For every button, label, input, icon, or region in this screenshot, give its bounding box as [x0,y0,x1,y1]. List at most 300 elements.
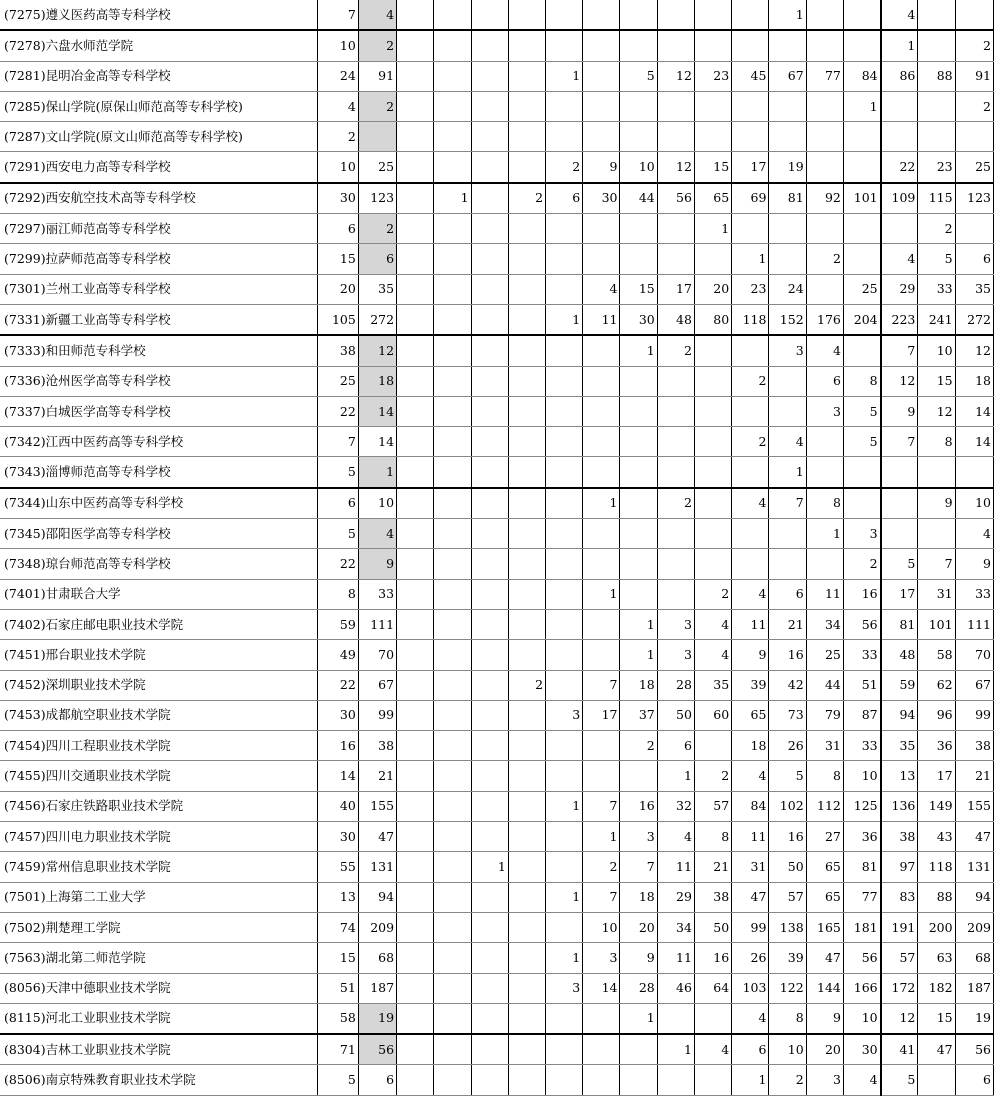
cumulative-cell[interactable] [620,122,657,152]
cumulative-cell[interactable] [471,152,508,183]
cumulative-cell[interactable]: 17 [881,579,918,609]
cumulative-cell[interactable] [657,519,694,549]
cumulative-cell[interactable]: 16 [843,579,880,609]
cumulative-cell[interactable] [694,549,731,579]
cumulative-cell[interactable] [583,731,620,761]
cumulative-cell[interactable] [471,457,508,488]
cumulative-cell[interactable] [546,822,583,852]
cumulative-cell[interactable]: 92 [806,183,843,214]
cumulative-cell[interactable] [508,366,545,396]
count-a-cell[interactable]: 16 [317,731,358,761]
cumulative-cell[interactable] [806,122,843,152]
cumulative-cell[interactable] [397,183,434,214]
cumulative-cell[interactable] [397,335,434,366]
cumulative-cell[interactable] [546,488,583,519]
cumulative-cell[interactable]: 16 [769,822,806,852]
cumulative-cell[interactable]: 10 [918,335,955,366]
cumulative-cell[interactable]: 67 [955,670,993,700]
cumulative-cell[interactable]: 23 [732,274,769,304]
cumulative-cell[interactable]: 1 [620,1003,657,1034]
cumulative-cell[interactable] [843,152,880,183]
cumulative-cell[interactable] [546,912,583,942]
cumulative-cell[interactable]: 17 [657,274,694,304]
cumulative-cell[interactable] [694,396,731,426]
cumulative-cell[interactable]: 36 [918,731,955,761]
cumulative-cell[interactable] [546,731,583,761]
cumulative-cell[interactable]: 38 [955,731,993,761]
cumulative-cell[interactable]: 7 [881,427,918,457]
cumulative-cell[interactable]: 84 [732,791,769,821]
cumulative-cell[interactable] [694,1065,731,1095]
cumulative-cell[interactable] [732,519,769,549]
cumulative-cell[interactable] [620,30,657,61]
cumulative-cell[interactable]: 81 [881,609,918,639]
cumulative-cell[interactable]: 12 [657,152,694,183]
cumulative-cell[interactable] [434,519,471,549]
cumulative-cell[interactable]: 8 [918,427,955,457]
cumulative-cell[interactable]: 9 [806,1003,843,1034]
cumulative-cell[interactable] [397,882,434,912]
cumulative-cell[interactable]: 2 [918,214,955,244]
cumulative-cell[interactable]: 25 [843,274,880,304]
cumulative-cell[interactable] [843,335,880,366]
count-a-cell[interactable]: 15 [317,244,358,274]
count-b-cell[interactable]: 25 [358,152,396,183]
cumulative-cell[interactable]: 12 [881,1003,918,1034]
cumulative-cell[interactable]: 1 [881,30,918,61]
cumulative-cell[interactable] [881,488,918,519]
cumulative-cell[interactable] [434,366,471,396]
cumulative-cell[interactable]: 5 [881,549,918,579]
cumulative-cell[interactable]: 31 [806,731,843,761]
cumulative-cell[interactable] [397,0,434,30]
cumulative-cell[interactable]: 112 [806,791,843,821]
cumulative-cell[interactable]: 99 [955,700,993,730]
count-a-cell[interactable]: 51 [317,973,358,1003]
cumulative-cell[interactable] [583,61,620,91]
cumulative-cell[interactable] [508,304,545,335]
cumulative-cell[interactable]: 45 [732,61,769,91]
cumulative-cell[interactable]: 46 [657,973,694,1003]
count-a-cell[interactable]: 15 [317,943,358,973]
cumulative-cell[interactable]: 1 [546,791,583,821]
cumulative-cell[interactable]: 1 [620,609,657,639]
cumulative-cell[interactable] [471,609,508,639]
cumulative-cell[interactable]: 9 [955,549,993,579]
cumulative-cell[interactable] [508,943,545,973]
cumulative-cell[interactable]: 11 [583,304,620,335]
count-b-cell[interactable]: 68 [358,943,396,973]
cumulative-cell[interactable]: 69 [732,183,769,214]
cumulative-cell[interactable]: 1 [546,61,583,91]
cumulative-cell[interactable] [508,609,545,639]
cumulative-cell[interactable] [471,670,508,700]
cumulative-cell[interactable] [583,91,620,121]
cumulative-cell[interactable]: 81 [843,852,880,882]
cumulative-cell[interactable]: 4 [843,1065,880,1095]
count-a-cell[interactable]: 58 [317,1003,358,1034]
cumulative-cell[interactable] [546,396,583,426]
cumulative-cell[interactable] [546,214,583,244]
cumulative-cell[interactable] [694,731,731,761]
cumulative-cell[interactable]: 70 [955,640,993,670]
cumulative-cell[interactable]: 181 [843,912,880,942]
cumulative-cell[interactable] [769,30,806,61]
cumulative-cell[interactable]: 191 [881,912,918,942]
cumulative-cell[interactable]: 3 [546,973,583,1003]
cumulative-cell[interactable]: 65 [806,882,843,912]
cumulative-cell[interactable] [471,731,508,761]
cumulative-cell[interactable] [694,30,731,61]
count-b-cell[interactable]: 123 [358,183,396,214]
cumulative-cell[interactable]: 80 [694,304,731,335]
cumulative-cell[interactable] [583,427,620,457]
cumulative-cell[interactable]: 8 [769,1003,806,1034]
cumulative-cell[interactable] [769,396,806,426]
cumulative-cell[interactable]: 9 [881,396,918,426]
cumulative-cell[interactable] [471,274,508,304]
cumulative-cell[interactable] [694,91,731,121]
cumulative-cell[interactable] [508,761,545,791]
cumulative-cell[interactable]: 10 [955,488,993,519]
cumulative-cell[interactable] [769,91,806,121]
cumulative-cell[interactable]: 1 [732,1065,769,1095]
cumulative-cell[interactable] [397,244,434,274]
cumulative-cell[interactable]: 77 [806,61,843,91]
cumulative-cell[interactable]: 42 [769,670,806,700]
cumulative-cell[interactable]: 15 [918,1003,955,1034]
count-a-cell[interactable]: 24 [317,61,358,91]
cumulative-cell[interactable]: 31 [918,579,955,609]
cumulative-cell[interactable]: 57 [769,882,806,912]
cumulative-cell[interactable]: 7 [881,335,918,366]
cumulative-cell[interactable] [471,91,508,121]
cumulative-cell[interactable] [508,488,545,519]
cumulative-cell[interactable] [546,30,583,61]
cumulative-cell[interactable]: 3 [769,335,806,366]
cumulative-cell[interactable]: 1 [546,304,583,335]
cumulative-cell[interactable]: 5 [843,396,880,426]
cumulative-cell[interactable] [471,822,508,852]
cumulative-cell[interactable]: 7 [769,488,806,519]
cumulative-cell[interactable] [583,549,620,579]
cumulative-cell[interactable] [769,366,806,396]
cumulative-cell[interactable] [434,791,471,821]
cumulative-cell[interactable] [732,396,769,426]
cumulative-cell[interactable]: 6 [732,1034,769,1065]
cumulative-cell[interactable] [471,1003,508,1034]
cumulative-cell[interactable] [471,579,508,609]
cumulative-cell[interactable] [471,122,508,152]
cumulative-cell[interactable]: 34 [657,912,694,942]
cumulative-cell[interactable]: 2 [732,427,769,457]
cumulative-cell[interactable]: 11 [806,579,843,609]
school-name-cell[interactable]: (7281)昆明冶金高等专科学校 [0,61,317,91]
cumulative-cell[interactable]: 87 [843,700,880,730]
cumulative-cell[interactable]: 19 [955,1003,993,1034]
cumulative-cell[interactable] [546,640,583,670]
cumulative-cell[interactable] [434,91,471,121]
cumulative-cell[interactable] [508,61,545,91]
cumulative-cell[interactable] [397,943,434,973]
cumulative-cell[interactable] [508,579,545,609]
count-a-cell[interactable]: 22 [317,670,358,700]
cumulative-cell[interactable] [769,519,806,549]
cumulative-cell[interactable] [434,852,471,882]
cumulative-cell[interactable] [843,122,880,152]
cumulative-cell[interactable] [546,457,583,488]
cumulative-cell[interactable] [620,366,657,396]
cumulative-cell[interactable] [434,214,471,244]
cumulative-cell[interactable]: 15 [620,274,657,304]
cumulative-cell[interactable] [508,1034,545,1065]
cumulative-cell[interactable] [508,396,545,426]
cumulative-cell[interactable] [657,214,694,244]
cumulative-cell[interactable] [397,700,434,730]
cumulative-cell[interactable] [434,973,471,1003]
cumulative-cell[interactable] [732,214,769,244]
cumulative-cell[interactable]: 19 [769,152,806,183]
cumulative-cell[interactable]: 4 [732,579,769,609]
cumulative-cell[interactable] [583,0,620,30]
cumulative-cell[interactable] [434,943,471,973]
cumulative-cell[interactable]: 3 [806,1065,843,1095]
cumulative-cell[interactable] [471,700,508,730]
school-name-cell[interactable]: (7457)四川电力职业技术学院 [0,822,317,852]
cumulative-cell[interactable] [397,731,434,761]
cumulative-cell[interactable] [918,122,955,152]
cumulative-cell[interactable]: 35 [881,731,918,761]
cumulative-cell[interactable] [546,274,583,304]
cumulative-cell[interactable]: 5 [881,1065,918,1095]
cumulative-cell[interactable]: 5 [843,427,880,457]
cumulative-cell[interactable]: 59 [881,670,918,700]
cumulative-cell[interactable]: 165 [806,912,843,942]
cumulative-cell[interactable]: 16 [694,943,731,973]
cumulative-cell[interactable]: 20 [694,274,731,304]
cumulative-cell[interactable] [471,1034,508,1065]
cumulative-cell[interactable] [508,700,545,730]
cumulative-cell[interactable] [397,488,434,519]
cumulative-cell[interactable] [471,244,508,274]
cumulative-cell[interactable] [434,700,471,730]
cumulative-cell[interactable]: 16 [769,640,806,670]
cumulative-cell[interactable] [657,427,694,457]
cumulative-cell[interactable] [546,519,583,549]
cumulative-cell[interactable]: 102 [769,791,806,821]
cumulative-cell[interactable] [620,1065,657,1095]
cumulative-cell[interactable] [471,943,508,973]
cumulative-cell[interactable] [546,1003,583,1034]
cumulative-cell[interactable] [620,519,657,549]
cumulative-cell[interactable] [732,122,769,152]
cumulative-cell[interactable]: 35 [955,274,993,304]
cumulative-cell[interactable]: 81 [769,183,806,214]
cumulative-cell[interactable] [508,244,545,274]
count-b-cell[interactable]: 1 [358,457,396,488]
cumulative-cell[interactable] [546,761,583,791]
cumulative-cell[interactable] [694,457,731,488]
cumulative-cell[interactable] [397,274,434,304]
cumulative-cell[interactable] [508,457,545,488]
cumulative-cell[interactable] [843,214,880,244]
cumulative-cell[interactable]: 4 [769,427,806,457]
cumulative-cell[interactable]: 11 [657,852,694,882]
count-a-cell[interactable]: 30 [317,700,358,730]
count-a-cell[interactable]: 6 [317,488,358,519]
cumulative-cell[interactable] [508,427,545,457]
count-a-cell[interactable]: 5 [317,519,358,549]
cumulative-cell[interactable]: 97 [881,852,918,882]
cumulative-cell[interactable] [583,609,620,639]
cumulative-cell[interactable]: 209 [955,912,993,942]
cumulative-cell[interactable]: 9 [583,152,620,183]
cumulative-cell[interactable]: 29 [657,882,694,912]
cumulative-cell[interactable]: 1 [583,822,620,852]
cumulative-cell[interactable]: 182 [918,973,955,1003]
cumulative-cell[interactable]: 5 [769,761,806,791]
cumulative-cell[interactable] [806,30,843,61]
cumulative-cell[interactable] [434,244,471,274]
cumulative-cell[interactable]: 155 [955,791,993,821]
cumulative-cell[interactable]: 83 [881,882,918,912]
cumulative-cell[interactable]: 37 [620,700,657,730]
cumulative-cell[interactable] [434,822,471,852]
cumulative-cell[interactable]: 1 [732,244,769,274]
cumulative-cell[interactable]: 99 [732,912,769,942]
cumulative-cell[interactable]: 8 [694,822,731,852]
cumulative-cell[interactable]: 13 [881,761,918,791]
cumulative-cell[interactable]: 15 [694,152,731,183]
cumulative-cell[interactable] [471,30,508,61]
cumulative-cell[interactable]: 14 [955,396,993,426]
count-a-cell[interactable]: 25 [317,366,358,396]
cumulative-cell[interactable]: 4 [955,519,993,549]
cumulative-cell[interactable] [471,912,508,942]
cumulative-cell[interactable]: 6 [806,366,843,396]
count-b-cell[interactable]: 187 [358,973,396,1003]
cumulative-cell[interactable] [471,640,508,670]
cumulative-cell[interactable] [397,852,434,882]
cumulative-cell[interactable] [546,852,583,882]
cumulative-cell[interactable] [434,579,471,609]
count-b-cell[interactable]: 91 [358,61,396,91]
cumulative-cell[interactable]: 86 [881,61,918,91]
cumulative-cell[interactable] [955,214,993,244]
cumulative-cell[interactable] [583,457,620,488]
cumulative-cell[interactable]: 77 [843,882,880,912]
school-name-cell[interactable]: (8115)河北工业职业技术学院 [0,1003,317,1034]
cumulative-cell[interactable] [434,304,471,335]
cumulative-cell[interactable] [508,274,545,304]
school-name-cell[interactable]: (8506)南京特殊教育职业技术学院 [0,1065,317,1095]
count-b-cell[interactable]: 47 [358,822,396,852]
cumulative-cell[interactable] [657,579,694,609]
cumulative-cell[interactable] [471,214,508,244]
cumulative-cell[interactable]: 6 [955,1065,993,1095]
cumulative-cell[interactable]: 1 [546,943,583,973]
cumulative-cell[interactable]: 136 [881,791,918,821]
cumulative-cell[interactable]: 1 [694,214,731,244]
cumulative-cell[interactable] [843,30,880,61]
cumulative-cell[interactable] [918,1065,955,1095]
cumulative-cell[interactable] [397,579,434,609]
cumulative-cell[interactable] [508,122,545,152]
cumulative-cell[interactable] [769,214,806,244]
cumulative-cell[interactable]: 125 [843,791,880,821]
cumulative-cell[interactable]: 118 [732,304,769,335]
cumulative-cell[interactable]: 64 [694,973,731,1003]
count-a-cell[interactable]: 4 [317,91,358,121]
cumulative-cell[interactable]: 10 [620,152,657,183]
cumulative-cell[interactable]: 131 [955,852,993,882]
cumulative-cell[interactable] [732,91,769,121]
cumulative-cell[interactable]: 94 [881,700,918,730]
count-b-cell[interactable]: 209 [358,912,396,942]
cumulative-cell[interactable]: 272 [955,304,993,335]
cumulative-cell[interactable]: 3 [657,609,694,639]
cumulative-cell[interactable]: 1 [769,457,806,488]
cumulative-cell[interactable]: 33 [843,731,880,761]
cumulative-cell[interactable]: 79 [806,700,843,730]
cumulative-cell[interactable] [397,214,434,244]
count-a-cell[interactable]: 40 [317,791,358,821]
school-name-cell[interactable]: (7278)六盘水师范学院 [0,30,317,61]
cumulative-cell[interactable]: 1 [657,761,694,791]
school-name-cell[interactable]: (7455)四川交通职业技术学院 [0,761,317,791]
school-name-cell[interactable]: (7299)拉萨师范高等专科学校 [0,244,317,274]
cumulative-cell[interactable]: 2 [694,761,731,791]
count-b-cell[interactable]: 111 [358,609,396,639]
cumulative-cell[interactable] [955,122,993,152]
cumulative-cell[interactable] [471,791,508,821]
cumulative-cell[interactable]: 50 [694,912,731,942]
school-name-cell[interactable]: (7402)石家庄邮电职业技术学院 [0,609,317,639]
count-b-cell[interactable] [358,122,396,152]
cumulative-cell[interactable] [434,609,471,639]
cumulative-cell[interactable]: 4 [732,761,769,791]
cumulative-cell[interactable]: 166 [843,973,880,1003]
cumulative-cell[interactable] [694,366,731,396]
cumulative-cell[interactable]: 6 [955,244,993,274]
cumulative-cell[interactable] [583,519,620,549]
count-a-cell[interactable]: 5 [317,1065,358,1095]
count-b-cell[interactable]: 2 [358,30,396,61]
cumulative-cell[interactable]: 14 [955,427,993,457]
cumulative-cell[interactable] [732,335,769,366]
count-b-cell[interactable]: 70 [358,640,396,670]
cumulative-cell[interactable]: 3 [657,640,694,670]
cumulative-cell[interactable] [843,488,880,519]
cumulative-cell[interactable] [434,0,471,30]
cumulative-cell[interactable]: 1 [843,91,880,121]
cumulative-cell[interactable]: 7 [583,791,620,821]
cumulative-cell[interactable]: 65 [694,183,731,214]
count-a-cell[interactable]: 20 [317,274,358,304]
cumulative-cell[interactable]: 30 [620,304,657,335]
cumulative-cell[interactable]: 26 [732,943,769,973]
cumulative-cell[interactable]: 7 [583,670,620,700]
cumulative-cell[interactable] [620,579,657,609]
cumulative-cell[interactable] [508,973,545,1003]
cumulative-cell[interactable]: 24 [769,274,806,304]
cumulative-cell[interactable] [583,244,620,274]
cumulative-cell[interactable]: 65 [806,852,843,882]
cumulative-cell[interactable] [732,457,769,488]
cumulative-cell[interactable]: 2 [694,579,731,609]
cumulative-cell[interactable]: 22 [881,152,918,183]
cumulative-cell[interactable] [806,214,843,244]
